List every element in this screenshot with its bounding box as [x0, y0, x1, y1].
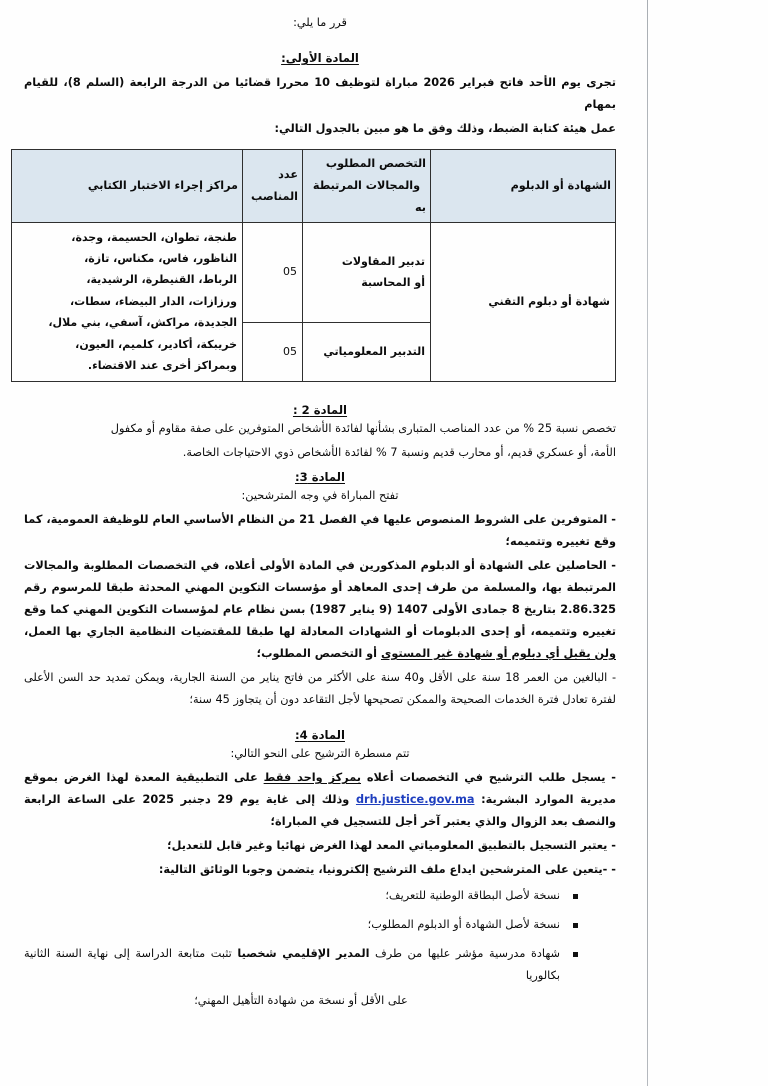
- article-3-item-2: [24, 555, 616, 665]
- required-document-3-personally-emphasis: شخصيا: [237, 946, 277, 960]
- article-3-lead: تفتح المباراة في وجه المترشحين:: [241, 488, 399, 502]
- required-documents-list: [24, 885, 616, 1012]
- bullet-square-icon: [573, 952, 578, 957]
- article-3-item-2-line3: الأولى 1407 (9 يناير 1987) بسن نظام عام لمؤسسات التكوين المهني كما وقع تغييره وتتميمه، أو إحدى الدبلومات: [24, 602, 616, 638]
- table-header-positions: [243, 150, 303, 223]
- table-header-specialization-line1: التخصص المطلوب: [325, 157, 426, 171]
- article-2-heading-wrap: [24, 399, 616, 418]
- article-2-paragraph-b: الأمة، أو عسكري قديم، أو محارب قديم ونسبة 7 % لفائدة الأشخاص ذوي الاحتياجات الخاصة.: [182, 445, 616, 459]
- article-4-heading: المادة 4:: [294, 727, 345, 742]
- article-3-heading-wrap: [24, 466, 616, 485]
- center-line: الجديدة، مراكش، آسفي، بني ملال،: [48, 316, 237, 330]
- article-3-item-2-line2: والمسلمة من طرف إحدى المعاهد أو مؤسسات التكوين المهني المحدثة طبقا للمرسوم رقم 2.86.325 بتاريخ 8 جمادى: [24, 580, 617, 616]
- article-4-item-1-center-emphasis: بمركز واحد فقط: [263, 770, 362, 784]
- article-1-paragraph-b: عمل هيئة كتابة الضبط، وذلك وفق ما هو مبين بالجدول التالي:: [274, 122, 616, 136]
- intro-line: قرر ما يلي:: [293, 16, 347, 29]
- article-3-item-1: [24, 509, 616, 553]
- article-3-item-2-line1: - الحاصلين على الشهادة أو الدبلوم المذكورين في المادة الأولى أعلاه، في التخصصات المطلوبة والمجالات المرتبطة بها،: [24, 558, 616, 594]
- cell-centers: [12, 222, 243, 381]
- table-header-specialization-line2: والمجالات المرتبطة به: [312, 178, 426, 214]
- required-document-2: نسخة لأصل الشهادة أو الدبلوم المطلوب؛: [367, 917, 560, 931]
- cell-positions-1: 05: [243, 222, 303, 322]
- article-1-paragraph-a: تجرى يوم الأحد فاتح فبراير 2026 مباراة لتوظيف 10 محررا قضائيا من الدرجة الرابعة (السلم 8)، للقيام بمهام: [24, 76, 616, 112]
- bullet-square-icon: [573, 894, 578, 899]
- required-document-1: نسخة لأصل البطاقة الوطنية للتعريف؛: [385, 888, 560, 902]
- article-3-item-3: [24, 667, 616, 711]
- article-4-item-1-line2-b: وذلك إلى غاية يوم 29 دجنبر 2025 على الساعة الرابعة والنصف بعد الزوال: [24, 792, 616, 828]
- article-2-heading: المادة 2 :: [292, 402, 348, 417]
- cell-specialization-1-line1: تدبير المقاولات: [341, 254, 425, 268]
- article-2-paragraph-a: تخصص نسبة 25 % من عدد المناصب المتبارى بشأنها لفائدة الأشخاص المتوفرين على صفة مقاوم أو مكفول: [110, 421, 616, 435]
- bullet-square-icon: [573, 923, 578, 928]
- jobs-table: [11, 149, 616, 382]
- table-header-specialization: [303, 150, 431, 223]
- article-3-heading: المادة 3:: [294, 469, 345, 484]
- list-item-continuation: [24, 990, 578, 1012]
- article-4-item-1: [24, 767, 616, 833]
- center-line: الناظور، فاس، مكناس، تازة،: [84, 252, 237, 266]
- table-header-positions-line1: عدد: [278, 167, 298, 181]
- article-4-item-1-line3: والذي يعتبر آخر أجل للتسجيل في المباراة؛: [270, 814, 507, 828]
- table-header-row: [12, 150, 616, 223]
- center-line: الرباط، القنيطرة، الرشيدية،: [86, 273, 237, 287]
- article-4-item-1-line1-b: على التطبيقية المعدة لهذا الغرض بموقع مديرية: [24, 770, 617, 806]
- required-document-3-a: شهادة مدرسية مؤشر عليها من طرف: [369, 946, 561, 960]
- article-4-item-3: - -يتعين على المترشحين ايداع ملف الترشيح إلكترونيا، يتضمن وجوبا الوثائق التالية:: [158, 862, 616, 876]
- registration-site-link[interactable]: drh.justice.gov.ma: [355, 792, 475, 806]
- article-3-item-3-line2: الأعلى لفترة تعادل فترة الخدمات الصحيحة والممكن تصحيحها لأجل التقاعد دون أن يتجاوز 45 سنة؛: [24, 670, 616, 706]
- article-4-item-1-line2-a: الموارد البشرية:: [474, 792, 574, 806]
- article-4-item-2: - يعتبر التسجيل بالتطبيق المعلومياتي المعد لهذا الغرض نهائيا وغير قابل للتعديل؛: [167, 838, 616, 852]
- article-3-item-3-line1: - البالغين من العمر 18 سنة على الأقل و40 سنة على الأكثر من فاتح يناير من السنة الجارية، ويمكن تمديد حد السن: [58, 670, 617, 684]
- article-4-heading-wrap: [24, 724, 616, 743]
- article-3-item-2-line5: أو التخصص المطلوب؛: [256, 646, 378, 660]
- cell-specialization-1: [303, 222, 431, 322]
- table-row: [12, 222, 616, 322]
- article-3-item-2-line4-plain: أو الشهادات المعادلة لها طبقا للمقتضيات النظامية الجاري بها العمل،: [24, 624, 417, 638]
- table-header-diploma: الشهادة أو الدبلوم: [431, 150, 616, 223]
- cell-positions-2: 05: [243, 322, 303, 381]
- center-line: وبمراكز أخرى عند الاقتضاء.: [87, 359, 237, 373]
- list-item: [24, 885, 578, 907]
- article-3-item-2-line4-bold: ولن يقبل أي دبلوم أو شهادة غير المستوى: [380, 646, 616, 660]
- article-1-heading-wrap: [24, 47, 616, 66]
- center-line: خريبكة، أكادير، كلميم، العيون،: [75, 337, 237, 351]
- center-line: طنجة، تطوان، الحسيمة، وجدة،: [71, 230, 237, 244]
- article-4-item-1-line1-a: - يسجل طلب الترشيح في التخصصات أعلاه: [361, 770, 616, 784]
- cell-specialization-2: التدبير المعلومياتي: [303, 322, 431, 381]
- cell-specialization-1-line2: أو المحاسبة: [361, 276, 425, 290]
- article-4-lead: تتم مسطرة الترشيح على النحو التالي:: [230, 746, 410, 760]
- required-document-3-line2: على الأقل أو نسخة من شهادة التأهيل المهني؛: [194, 994, 408, 1007]
- table-header-centers: مراكز إجراء الاختبار الكتابي: [12, 150, 243, 223]
- article-3-item-1-line1: - المتوفرين على الشروط المنصوص عليها في الفصل 21 من النظام الأساسي العام للوظيفة العمومية، كما وقع تغييره: [24, 512, 616, 548]
- list-item: [24, 914, 578, 936]
- table-header-positions-line2: المناصب: [251, 189, 298, 203]
- scan-margin-line: [647, 0, 648, 1086]
- center-line: ورزازات، الدار البيضاء، سطات،: [69, 294, 237, 308]
- required-document-3-c: تثبت متابعة الدراسة إلى نهاية السنة الثانية بكالوريا: [24, 946, 560, 982]
- cell-diploma: شهادة أو دبلوم التقني: [431, 222, 616, 381]
- list-item: [24, 943, 578, 987]
- article-3-item-1-line2: وتتميمه؛: [505, 534, 553, 548]
- required-document-3-director-emphasis: المدير الإقليمي: [282, 946, 370, 960]
- article-1-heading: المادة الأولى:: [281, 51, 359, 66]
